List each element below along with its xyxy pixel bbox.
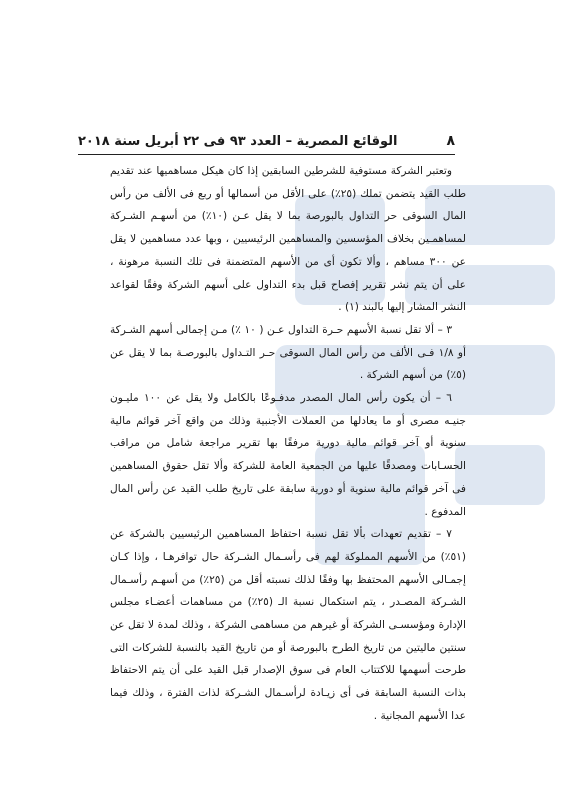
paragraph: وتعتبر الشركة مستوفية للشرطين السابقين إذا كان هيكل مساهميها عند تقديم طلب القيد يتضمن تملك (٢٥٪) على الأقل من أسمالها أو ربع فى الألف من رأس المال السوقى حر التداول بالبورصة بما لا يقل عـن (١٠٪) من أسهـم الشـركة لمساهمـين بخلاف المؤسسين والمساهمين الرئيسيين ، وبها عدد مساهمين لا يقل عن ٣٠٠ مساهم ، وألا تكون أى من الأسهم المتضمنة فى تلك النسبة مرهونة ، على أن يتم نشر تقرير إفصاح قبل بدء التداول على أسهم الشركة وفقًا لقواعد النشر المشار إليها بالبند (١) .: [110, 165, 466, 314]
header-title: الوقائع المصرية – العدد ٩٣ فى ٢٢ أبريل سنة ٢٠١٨: [78, 133, 398, 149]
page-number: ٨: [446, 133, 455, 149]
body-text: [110, 160, 466, 728]
page-header: [78, 128, 455, 155]
paragraph: ٦ – أن يكون رأس المال المصدر مدفـوعًا بالكامل ولا يقل عن ١٠٠ مليـون جنيـه مصرى أو ما يعادلها من العملات الأجنبية وذلك من واقع آخر قوائم مالية سنوية أو آخر قوائم مالية دورية مرفقًا بها تقرير مراجعة شامل من مراقب الحسـابات ومصدقًا عليها من الجمعية العامة للشركة وألا تقل حقوق المساهمين فى آخر قوائم مالية سنوية أو دورية سابقة على تاريخ طلب القيد عن رأس المال المدفوع .: [110, 392, 466, 518]
paragraph: ٧ – تقديم تعهدات بألا تقل نسبة احتفاظ المساهمين الرئيسيين بالشركة عن (٥١٪) من الأسهم المملوكة لهم فى رأسـمال الشـركة حال توافرهـا ، وإذا كـان إجمـالى الأسهم المحتفظ بها وفقًا لذلك نسبته أقل من (٢٥٪) من أسهـم رأسـمال الشـركة المصـدر ، يتم استكمال نسبة الـ (٢٥٪) من مساهمات أعضـاء مجلس الإدارة ومؤسسـى الشركة أو غيرهم من مساهمى الشركة ، وذلك لمدة لا تقل عن سنتين ماليتين من تاريخ الطرح بالبورصة أو من تاريخ القيد بالنسبة للشركات التى طرحت أسهمها للاكتتاب العام فى سوق الإصدار قبل القيد على أن يتم الاحتفاظ بذات النسبة السابقة فى أى زيـادة لرأسـمال الشـركة لذات الفترة ، وذلك فيما عدا الأسهم المجانية .: [110, 528, 466, 722]
paragraph: ٣ – ألا تقل نسبة الأسهم حـرة التداول عـن ( ١٠ ٪) مـن إجمالى أسهم الشـركة أو ١/٨ فـى الألف من رأس المال السوقى حـر التـداول بالبورصـة بما لا يقل عن (٥٪) من أسهم الشركة .: [110, 323, 466, 382]
